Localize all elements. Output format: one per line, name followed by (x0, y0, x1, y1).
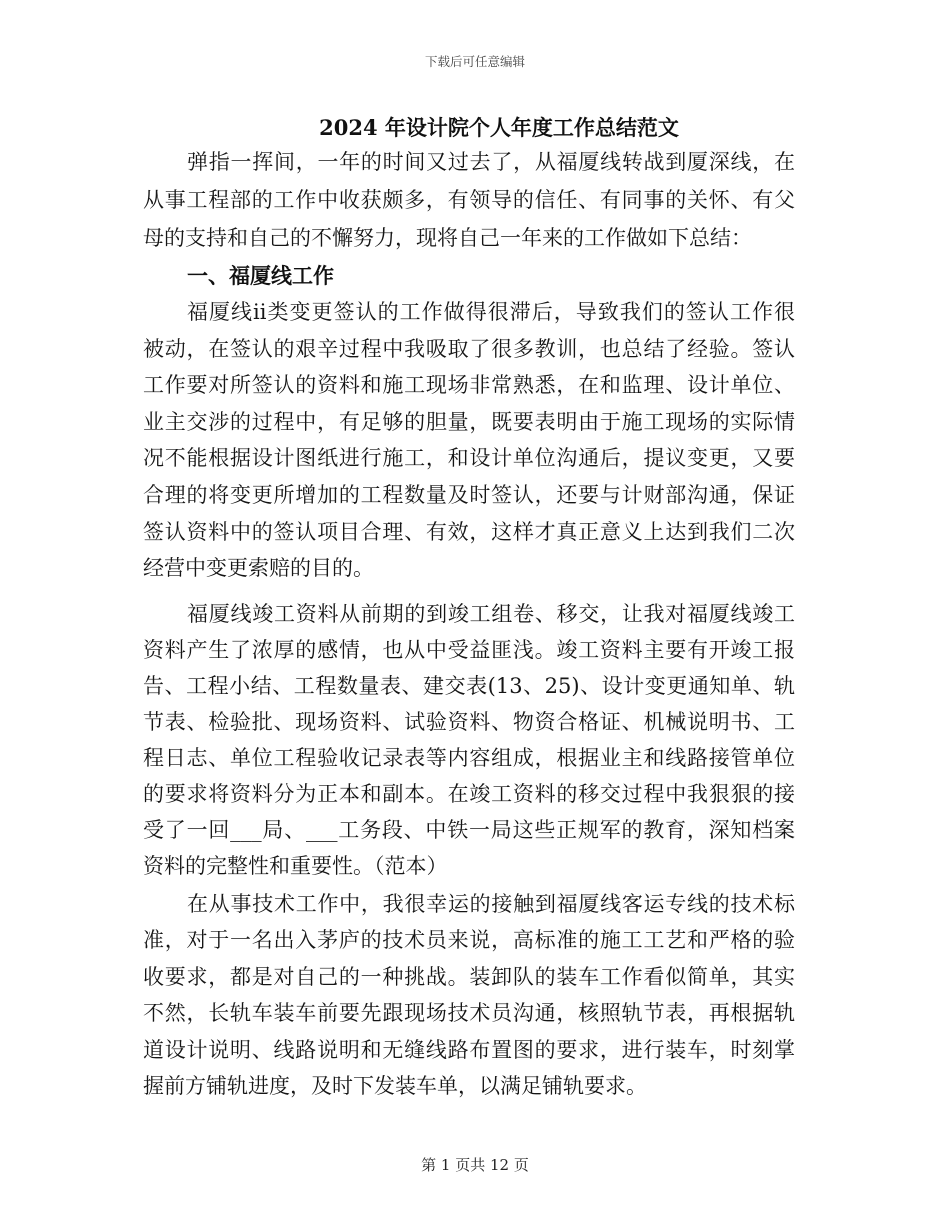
paragraph-line: 弹指一挥间，一年的时间又过去了，从福厦线转战到厦深线，在 (187, 150, 795, 174)
paragraph-line: 在从事技术工作中，我很幸运的接触到福厦线客运专线的技术标 (187, 892, 795, 916)
page-header-note: 下载后可任意编辑 (424, 54, 525, 69)
paragraph (143, 294, 795, 587)
paragraph-line: 母的支持和自己的不懈努力，现将自己一年来的工作做如下总结： (143, 226, 752, 250)
paragraph-line: 合理的将变更所增加的工程数量及时签认，还要与计财部沟通，保证 (143, 482, 795, 507)
paragraph-line: 工作要对所签认的资料和施工现场非常熟悉，在和监理、设计单位、 (143, 373, 795, 398)
paragraph-line: 节表、检验批、现场资料、试验资料、物资合格证、机械说明书、工 (143, 710, 795, 734)
intro-paragraph (143, 143, 795, 257)
paragraph-line: 资料的完整性和重要性。（范本） (143, 854, 448, 878)
paragraph-line: 福厦线竣工资料从前期的到竣工组卷、移交，让我对福厦线竣工 (187, 602, 795, 626)
paragraph-line: 从事工程部的工作中收获颇多，有领导的信任、有同事的关怀、有父 (143, 188, 795, 212)
paragraph-line: 告、工程小结、工程数量表、建交表(13、25)、设计变更通知单、轨 (143, 674, 795, 698)
paragraph-line: 业主交涉的过程中，有足够的胆量，既要表明由于施工现场的实际情 (143, 409, 795, 434)
paragraph-line: 准，对于一名出入茅庐的技术员来说，高标准的施工工艺和严格的验 (143, 928, 795, 953)
document-title: 2024 年设计院个人年度工作总结范文 (319, 115, 679, 140)
paragraph-line: 况不能根据设计图纸进行施工，和设计单位沟通后，提议变更，又要 (143, 446, 795, 471)
paragraph-line: 握前方铺轨进度，及时下发装车单，以满足铺轨要求。 (143, 1074, 647, 1099)
paragraph-line: 签认资料中的签认项目合理、有效，这样才真正意义上达到我们二次 (143, 519, 795, 544)
paragraph-line: 的要求将资料分为正本和副本。在竣工资料的移交过程中我狠狠的接 (143, 782, 795, 806)
paragraph (143, 886, 795, 1104)
paragraph-line: 资料产生了浓厚的感情，也从中受益匪浅。竣工资料主要有开竣工报 (143, 638, 795, 662)
paragraph-line: 被动，在签认的艰辛过程中我吸取了很多教训，也总结了经验。签认 (143, 336, 795, 361)
paragraph-line: 收要求，都是对自己的一种挑战。装卸队的装车工作看似简单，其实 (143, 964, 795, 989)
paragraph-line: 程日志、单位工程验收记录表等内容组成，根据业主和线路接管单位 (143, 746, 795, 770)
paragraph-line: 受了一回___局、___工务段、中铁一局这些正规军的教育，深知档案 (143, 818, 795, 842)
paragraph-line: 道设计说明、线路说明和无缝线路布置图的要求，进行装车，时刻掌 (143, 1037, 795, 1062)
paragraph-line: 不然，长轨车装车前要先跟现场技术员沟通，核照轨节表，再根据轨 (143, 1001, 795, 1026)
section-heading: 一、福厦线工作 (187, 263, 334, 288)
paragraph-line: 经营中变更索赔的目的。 (143, 556, 374, 581)
paragraph (143, 596, 795, 884)
paragraph-line: 福厦线ii类变更签认的工作做得很滞后，导致我们的签认工作很 (187, 300, 795, 324)
page-number: 第 1 页共 12 页 (421, 1156, 529, 1174)
